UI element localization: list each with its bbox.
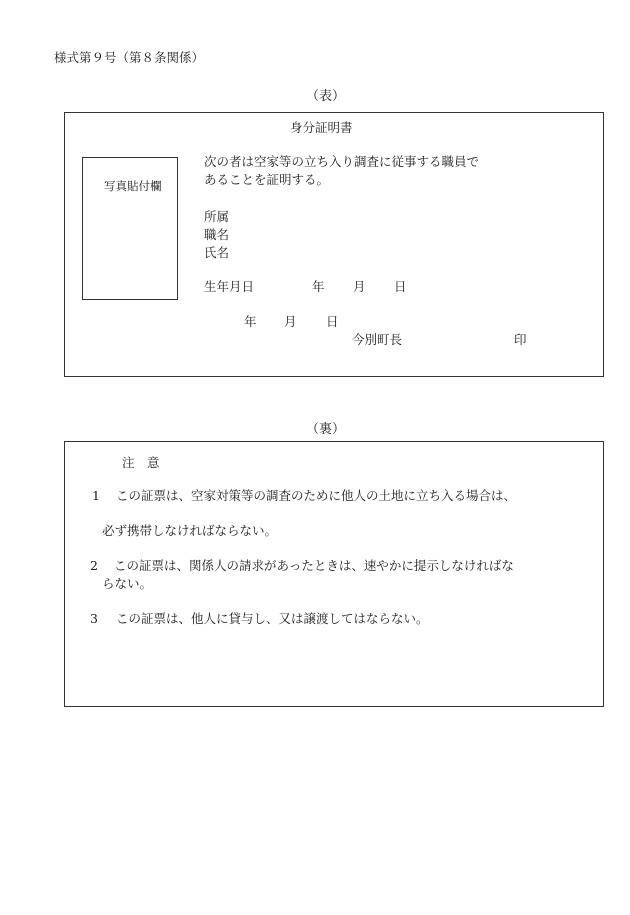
card-title: 身分証明書: [290, 120, 353, 135]
id-card-back: [64, 441, 604, 707]
name-label: 氏名: [204, 245, 230, 260]
id-card-front: [64, 112, 604, 377]
note-1-line-2: 必ず携帯しなければならない。: [102, 523, 278, 538]
statement-line-1: 次の者は空家等の立ち入り調査に従事する職員で: [204, 154, 480, 169]
birthdate-label: 生年月日: [204, 279, 255, 294]
issuer-label: 今別町長: [352, 332, 403, 347]
photo-box: [82, 157, 178, 300]
form-number: 様式第９号（第８条関係）: [54, 50, 205, 65]
note-2-line-1: この証票は、関係人の請求があったときは、速やかに提示しなければな: [114, 558, 514, 573]
note-2-number: 2: [90, 558, 98, 573]
note-2-line-2: らない。: [102, 576, 153, 591]
issue-month-label: 月: [284, 314, 297, 329]
back-side-label: （裏）: [306, 422, 346, 437]
birth-day-label: 日: [394, 279, 407, 294]
notes-heading: 注 意: [122, 455, 160, 470]
seal-label: 印: [514, 332, 527, 347]
affiliation-label: 所属: [204, 209, 230, 224]
front-side-label: （表）: [306, 89, 346, 104]
birth-month-label: 月: [353, 279, 366, 294]
issue-day-label: 日: [326, 314, 339, 329]
note-3-line-1: この証票は、他人に貸与し、又は譲渡してはならない。: [116, 611, 429, 626]
issue-year-label: 年: [244, 314, 257, 329]
note-1-number: 1: [92, 488, 100, 503]
photo-label: 写真貼付欄: [104, 179, 162, 193]
birth-year-label: 年: [312, 279, 325, 294]
note-3-number: 3: [90, 611, 98, 626]
note-1-line-1: この証票は、空家対策等の調査のために他人の土地に立ち入る場合は、: [116, 488, 517, 503]
position-label: 職名: [204, 227, 230, 242]
statement-line-2: あることを証明する。: [204, 172, 330, 187]
